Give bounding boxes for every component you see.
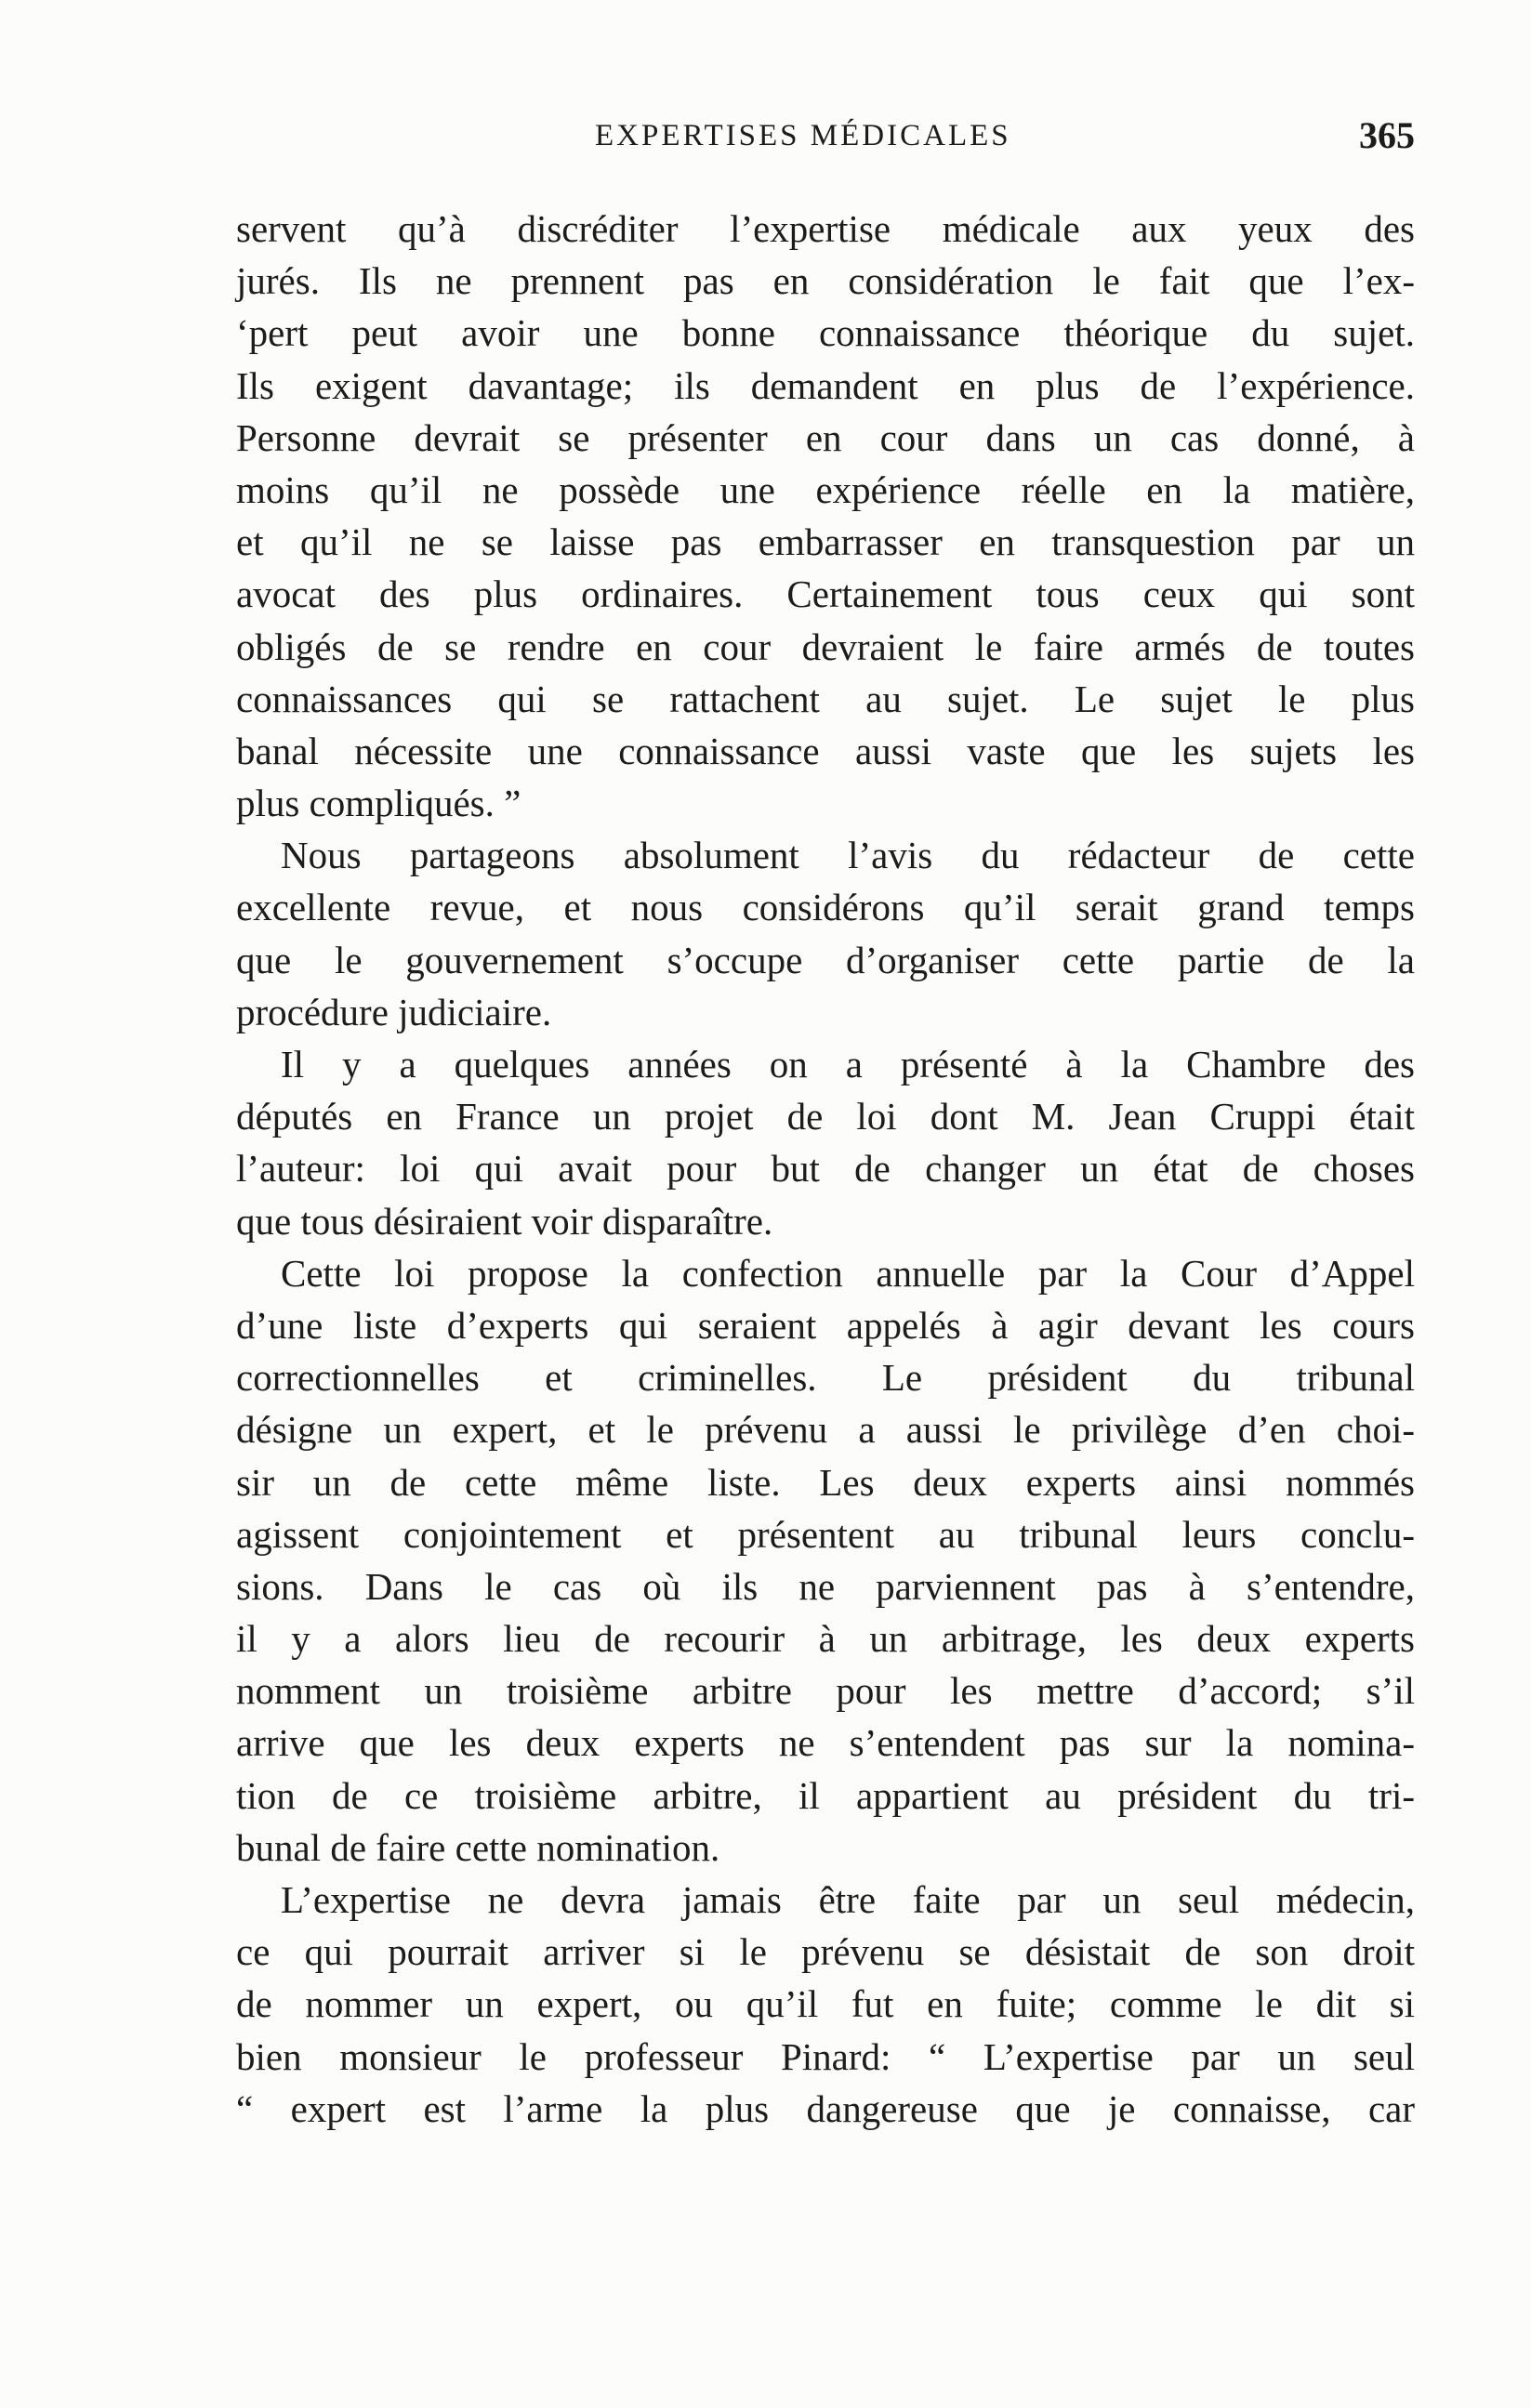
text-line: désigne un expert, et le prévenu a aussi le privilège d’en choi-	[236, 1408, 1415, 1452]
text-line: avocat des plus ordinaires. Certainement tous ceux qui sont	[236, 572, 1415, 616]
text-line: L’expertise ne devra jamais être faite par un seul médecin,	[281, 1878, 1415, 1921]
text-line: “ expert est l’arme la plus dangereuse que je connaisse, car	[236, 2086, 1415, 2130]
text-line: moins qu’il ne possède une expérience réelle en la matière,	[236, 467, 1415, 511]
text-line: que tous désiraient voir disparaître.	[236, 1199, 773, 1243]
text-line: Personne devrait se présenter en cour dans un cas donné, à	[236, 415, 1415, 459]
text-line: tion de ce troisième arbitre, il appartient au président du tri-	[236, 1773, 1415, 1817]
text-line: agissent conjointement et présentent au tribunal leurs conclu-	[236, 1512, 1415, 1556]
text-line: bunal de faire cette nomination.	[236, 1825, 720, 1869]
running-title: EXPERTISES MÉDICALES	[595, 119, 1011, 152]
text-line: banal nécessite une connaissance aussi vaste que les sujets les	[236, 729, 1415, 772]
text-line: excellente revue, et nous considérons qu’il serait grand temps	[236, 886, 1415, 929]
body-text	[236, 203, 1415, 2135]
text-line: connaissances qui se rattachent au sujet. Le sujet le plus	[236, 677, 1415, 720]
text-line: d’une liste d’experts qui seraient appelés à agir devant les cours	[236, 1303, 1415, 1347]
text-line: correctionnelles et criminelles. Le président du tribunal	[236, 1356, 1415, 1400]
page-number: 365	[1359, 114, 1415, 156]
text-line: il y a alors lieu de recourir à un arbitrage, les deux experts	[236, 1617, 1415, 1661]
text-line: Il y a quelques années on a présenté à la Chambre des	[281, 1043, 1415, 1086]
text-line: ‘pert peut avoir une bonne connaissance théorique du sujet.	[236, 311, 1415, 355]
text-line: bien monsieur le professeur Pinard: “ L’expertise par un seul	[236, 2034, 1415, 2078]
text-line: arrive que les deux experts ne s’entendent pas sur la nomina-	[236, 1721, 1415, 1765]
text-line: procédure judiciaire.	[236, 990, 552, 1033]
text-line: ce qui pourrait arriver si le prévenu se désistait de son droit	[236, 1930, 1415, 1974]
text-line: nomment un troisième arbitre pour les mettre d’accord; s’il	[236, 1669, 1415, 1713]
text-line: Nous partageons absolument l’avis du rédacteur de cette	[281, 834, 1415, 877]
text-line: Cette loi propose la confection annuelle par la Cour d’Appel	[281, 1251, 1415, 1295]
text-line: servent qu’à discréditer l’expertise médicale aux yeux des	[236, 207, 1415, 250]
text-line: et qu’il ne se laisse pas embarrasser en transquestion par un	[236, 520, 1415, 564]
text-line: l’auteur: loi qui avait pour but de changer un état de choses	[236, 1147, 1415, 1191]
text-line: sir un de cette même liste. Les deux experts ainsi nommés	[236, 1460, 1415, 1504]
text-line: députés en France un projet de loi dont M. Jean Cruppi était	[236, 1095, 1415, 1138]
text-line: obligés de se rendre en cour devraient le faire armés de toutes	[236, 625, 1415, 668]
text-line: sions. Dans le cas où ils ne parviennent pas à s’entendre,	[236, 1564, 1415, 1608]
text-line: plus compliqués. ”	[236, 782, 521, 825]
text-line: que le gouvernement s’occupe d’organiser cette partie de la	[236, 938, 1415, 981]
text-line: Ils exigent davantage; ils demandent en plus de l’expérience.	[236, 363, 1415, 407]
text-line: de nommer un expert, ou qu’il fut en fuite; comme le dit si	[236, 1982, 1415, 2026]
text-line: jurés. Ils ne prennent pas en considération le fait que l’ex-	[236, 259, 1415, 303]
